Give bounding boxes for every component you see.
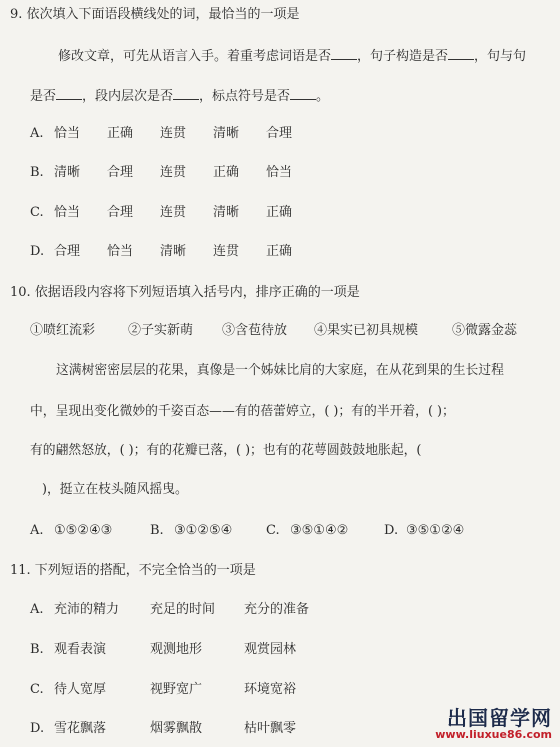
q9-text: ，句子构造是否 xyxy=(357,49,449,64)
blank xyxy=(56,87,82,100)
watermark-title: 出国留学网 xyxy=(447,706,552,730)
phrase-item: ②子实新萌 xyxy=(128,323,194,338)
option-letter: D. xyxy=(30,721,45,736)
option-value: ③⑤①②④ xyxy=(406,523,465,538)
option-word: 观看表演 xyxy=(54,642,107,657)
option-word: 待人宽厚 xyxy=(54,682,107,697)
option-value: ③⑤①④② xyxy=(290,523,349,538)
option-word: 正确 xyxy=(213,165,240,180)
option-word: 充足的时间 xyxy=(150,602,216,617)
blank xyxy=(448,47,474,60)
option-word: 观赏园林 xyxy=(244,642,297,657)
option-word: 恰当 xyxy=(107,244,134,259)
option-letter: C. xyxy=(30,205,44,220)
q9-title: 9. 依次填入下面语段横线处的词，最恰当的一项是 xyxy=(10,7,300,22)
option-word: 正确 xyxy=(266,244,293,259)
option-word: 正确 xyxy=(107,126,134,141)
blank xyxy=(290,87,316,100)
option-word: 清晰 xyxy=(213,205,240,220)
option-word: 雪花飘落 xyxy=(54,721,107,736)
option-letter: B. xyxy=(30,165,44,180)
option-word: 连贯 xyxy=(160,165,187,180)
phrase-item: ③含苞待放 xyxy=(222,323,288,338)
blank xyxy=(331,47,357,60)
q10-passage-line-3: 有的翩然怒放，( )；有的花瓣已落，( )；也有的花萼圆鼓鼓地胀起，( xyxy=(30,443,422,458)
phrase-item: ①喷红流彩 xyxy=(30,323,96,338)
option-word: 合理 xyxy=(54,244,81,259)
q9-passage-line-2 xyxy=(30,87,329,106)
option-letter: A. xyxy=(30,523,44,538)
q9-text: ，段内层次是否 xyxy=(82,89,174,104)
q9-text: 修改文章，可先从语言入手。着重考虑词语是否 xyxy=(58,49,332,64)
option-letter: C. xyxy=(30,682,44,697)
watermark-url: www.liuxue86.com xyxy=(435,728,552,741)
option-word: 恰当 xyxy=(54,126,81,141)
option-word: 环境宽裕 xyxy=(244,682,297,697)
option-letter: D. xyxy=(384,523,399,538)
option-word: 烟雾飘散 xyxy=(150,721,203,736)
option-value: ①⑤②④③ xyxy=(54,523,113,538)
q9-text: ，句与句 xyxy=(474,49,527,64)
q10-title: 10. 依据语段内容将下列短语填入括号内，排序正确的一项是 xyxy=(10,285,360,300)
phrase-item: ④果实已初具规模 xyxy=(314,323,419,338)
q10-passage-line-1: 这满树密密层层的花果，真像是一个姊妹比肩的大家庭，在从花到果的生长过程 xyxy=(56,363,504,378)
q10-passage-line-2: 中，呈现出变化微妙的千姿百态——有的蓓蕾婷立，( )；有的半开着，( )； xyxy=(30,404,455,419)
q9-text: 是否 xyxy=(30,89,57,104)
option-word: 正确 xyxy=(266,205,293,220)
option-word: 清晰 xyxy=(160,244,187,259)
option-word: 清晰 xyxy=(54,165,81,180)
option-word: 合理 xyxy=(107,205,134,220)
option-word: 恰当 xyxy=(266,165,293,180)
q10-passage-line-4: )，挺立在枝头随风摇曳。 xyxy=(42,482,188,497)
option-word: 合理 xyxy=(107,165,134,180)
option-word: 清晰 xyxy=(213,126,240,141)
option-letter: B. xyxy=(150,523,164,538)
option-letter: B. xyxy=(30,642,44,657)
q9-text: 。 xyxy=(316,89,330,104)
site-watermark xyxy=(435,707,552,741)
option-word: 观测地形 xyxy=(150,642,203,657)
q9-passage-line-1 xyxy=(58,47,526,66)
option-value: ③①②⑤④ xyxy=(174,523,233,538)
option-letter: D. xyxy=(30,244,45,259)
q11-title: 11. 下列短语的搭配，不完全恰当的一项是 xyxy=(10,563,256,578)
option-letter: C. xyxy=(266,523,280,538)
option-word: 连贯 xyxy=(160,205,187,220)
phrase-item: ⑤微露金蕊 xyxy=(452,323,518,338)
option-letter: A. xyxy=(30,602,44,617)
option-word: 合理 xyxy=(266,126,293,141)
blank xyxy=(173,87,199,100)
option-word: 充沛的精力 xyxy=(54,602,120,617)
option-word: 枯叶飘零 xyxy=(244,721,297,736)
option-word: 充分的准备 xyxy=(244,602,310,617)
option-word: 连贯 xyxy=(160,126,187,141)
option-word: 视野宽广 xyxy=(150,682,203,697)
option-letter: A. xyxy=(30,126,44,141)
q9-text: ，标点符号是否 xyxy=(199,89,291,104)
option-word: 恰当 xyxy=(54,205,81,220)
option-word: 连贯 xyxy=(213,244,240,259)
